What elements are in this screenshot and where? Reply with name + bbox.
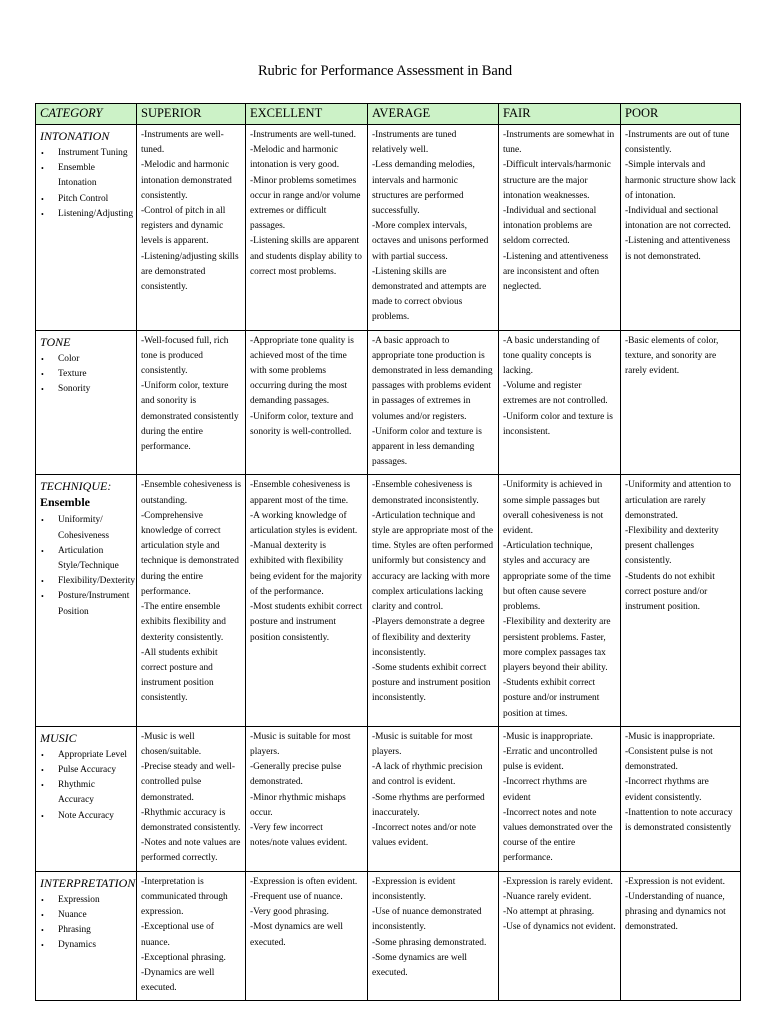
category-item	[40, 367, 132, 382]
header-poor: POOR	[621, 104, 741, 125]
category-subtitle: Ensemble	[40, 495, 91, 510]
descriptor-line: -Incorrect notes and/or note values evident.	[372, 822, 476, 849]
category-item	[40, 382, 132, 397]
descriptor-line: -Uniform color and texture is apparent in less demanding passages.	[372, 426, 482, 468]
rubric-row	[36, 125, 741, 331]
descriptor-line: -More complex intervals, octaves and unisons performed with partial success.	[372, 221, 489, 262]
descriptor-line: -Instruments are well-tuned.	[141, 130, 224, 156]
descriptor-line: -Notes and note values are performed correctly.	[141, 838, 241, 864]
category-item-label: Expression	[58, 894, 100, 905]
descriptor-cell-excellent	[246, 330, 368, 475]
category-items	[40, 146, 132, 222]
category-item-label: Uniformity/ Cohesiveness	[58, 515, 110, 541]
descriptor-line: -Uniform color, texture and sonority is well-controlled.	[250, 411, 354, 437]
descriptor-line: -Instruments are well-tuned.	[250, 130, 356, 140]
descriptor-line: -Instruments are out of tune consistently.	[625, 130, 730, 156]
descriptor-line: -Very good phrasing.	[250, 907, 329, 918]
rubric-row	[36, 871, 741, 1001]
descriptor-line: -Simple intervals and harmonic structure show lack of intonation.	[625, 160, 736, 201]
category-cell	[36, 871, 137, 1001]
descriptor-line: -Incorrect rhythms are evident	[503, 777, 587, 803]
descriptor-line: -Listening skills are apparent and students display ability to correct most problems.	[250, 236, 362, 277]
descriptor-line: -Instruments are somewhat in tune.	[503, 130, 615, 156]
category-item-label: Articulation Style/Technique	[58, 545, 119, 572]
descriptor-line: -Less demanding melodies, intervals and harmonic structures are performed successfully.	[372, 160, 475, 217]
descriptor-line: -Understanding of nuance, phrasing and dynamics not demonstrated.	[625, 891, 726, 933]
descriptor-cell-excellent	[246, 726, 368, 871]
descriptor-cell-superior	[137, 475, 246, 726]
category-item	[40, 763, 132, 778]
descriptor-line: -Expression is rarely evident.	[503, 876, 613, 887]
descriptor-cell-superior	[137, 330, 246, 475]
category-item	[40, 192, 132, 207]
descriptor-line: -Difficult intervals/harmonic structure are the major intonation weaknesses.	[503, 160, 611, 201]
descriptor-line: -Music is well chosen/suitable.	[141, 731, 202, 757]
category-item	[40, 544, 132, 574]
category-item-label: Note Accuracy	[58, 810, 114, 821]
descriptor-cell-poor	[621, 726, 741, 871]
category-title: INTERPRETATION	[40, 875, 136, 890]
descriptor-cell-fair	[499, 871, 621, 1001]
descriptor-line: -Uniform color, texture and sonority is demonstrated consistently during the entire performance.	[141, 381, 239, 453]
bullet-icon: •	[41, 369, 44, 379]
category-item	[40, 893, 132, 908]
descriptor-line: -Uniformity and attention to articulation are rarely demonstrated.	[625, 480, 731, 521]
descriptor-line: -Consistent pulse is not demonstrated.	[625, 746, 713, 773]
category-cell	[36, 125, 137, 331]
descriptor-line: -Flexibility and dexterity are persistent problems. Faster, more complex passages tax players beyond their ability.	[503, 617, 611, 673]
descriptor-line: -Players demonstrate a degree of flexibility and dexterity inconsistently.	[372, 617, 485, 658]
header-fair: FAIR	[499, 104, 621, 125]
category-item	[40, 207, 132, 222]
bullet-icon: •	[41, 516, 44, 526]
descriptor-line: -Basic elements of color, texture, and sonority are rarely evident.	[625, 335, 719, 377]
descriptor-line: -Instruments are tuned relatively well.	[372, 130, 457, 156]
descriptor-cell-average	[368, 871, 499, 1001]
descriptor-line: -Melodic and harmonic intonation is very good.	[250, 145, 340, 171]
rubric-row	[36, 475, 741, 726]
category-item-label: Sonority	[58, 384, 91, 395]
descriptor-cell-superior	[137, 125, 246, 331]
descriptor-cell-average	[368, 726, 499, 871]
category-item-label: Appropriate Level	[58, 749, 127, 760]
category-title: TECHNIQUE:	[40, 479, 112, 494]
descriptor-line: -Music is suitable for most players.	[372, 731, 473, 757]
category-title: INTONATION	[40, 129, 110, 143]
bullet-icon: •	[41, 546, 44, 556]
descriptor-line: -Students exhibit correct posture and/or instrument position at times.	[503, 678, 600, 719]
descriptor-line: -Music is inappropriate.	[625, 731, 715, 742]
descriptor-line: -Most dynamics are well executed.	[250, 922, 343, 948]
descriptor-line: -Listening/adjusting skills are demonstrated consistently.	[141, 251, 239, 293]
category-item-label: Phrasing	[58, 925, 91, 936]
descriptor-cell-superior	[137, 871, 246, 1001]
descriptor-line: -Erratic and uncontrolled pulse is evident.	[503, 746, 598, 773]
category-item	[40, 908, 132, 923]
descriptor-cell-average	[368, 330, 499, 475]
descriptor-line: -Well-focused full, rich tone is produced consistently.	[141, 335, 229, 377]
descriptor-line: -Use of nuance demonstrated inconsistently.	[372, 907, 482, 933]
descriptor-line: -Minor problems sometimes occur in range and/or volume extremes or difficult passages.	[250, 175, 361, 232]
category-item-label: Listening/Adjusting	[58, 208, 133, 219]
category-item-label: Flexibility/Dexterity	[58, 576, 136, 587]
descriptor-line: -Nuance rarely evident.	[503, 891, 592, 902]
descriptor-line: -A lack of rhythmic precision and control is evident.	[372, 762, 483, 788]
descriptor-line: -Music is suitable for most players.	[250, 731, 351, 757]
descriptor-cell-superior	[137, 726, 246, 871]
category-item	[40, 923, 132, 938]
bullet-icon: •	[41, 895, 44, 905]
descriptor-cell-poor	[621, 330, 741, 475]
bullet-icon: •	[41, 194, 44, 204]
descriptor-cell-fair	[499, 125, 621, 331]
descriptor-line: -A basic approach to appropriate tone production is demonstrated in less demanding passages with problems evident in passages of extremes in volumes and/or registers.	[372, 335, 493, 422]
category-item-label: Pitch Control	[58, 193, 109, 204]
descriptor-line: -Some students exhibit correct posture and instrument position inconsistently.	[372, 662, 491, 704]
descriptor-line: -Ensemble cohesiveness is apparent most of the time.	[250, 480, 350, 506]
descriptor-line: -Individual and sectional intonation problems are seldom corrected.	[503, 206, 597, 247]
descriptor-line: -Comprehensive knowledge of correct articulation style and technique is demonstrated during the entire performance.	[141, 510, 239, 597]
descriptor-cell-average	[368, 475, 499, 726]
descriptor-line: -Manual dexterity is exhibited with flexibility being evident for the majority of the performance.	[250, 541, 362, 597]
descriptor-line: -Control of pitch in all registers and dynamic levels is apparent.	[141, 206, 226, 247]
descriptor-line: -Listening skills are demonstrated and attempts are made to correct obvious problems.	[372, 266, 487, 323]
category-item-label: Instrument Tuning	[58, 148, 128, 158]
category-item	[40, 938, 132, 953]
category-item	[40, 574, 136, 589]
descriptor-line: -Very few incorrect notes/note values evident.	[250, 822, 348, 849]
category-item	[40, 809, 132, 824]
category-cell	[36, 726, 137, 871]
descriptor-line: -Some phrasing demonstrated.	[372, 937, 487, 948]
rubric-row	[36, 726, 741, 871]
rubric-row	[36, 330, 741, 475]
bullet-icon: •	[41, 209, 44, 219]
category-cell	[36, 330, 137, 475]
descriptor-line: -Generally precise pulse demonstrated.	[250, 762, 342, 788]
descriptor-cell-poor	[621, 871, 741, 1001]
descriptor-line: -Frequent use of nuance.	[250, 891, 343, 902]
bullet-icon: •	[41, 811, 44, 821]
bullet-icon: •	[41, 910, 44, 920]
descriptor-line: -Melodic and harmonic intonation demonstrated consistently.	[141, 160, 232, 201]
category-item-label: Color	[58, 353, 80, 364]
category-item	[40, 513, 132, 543]
category-items	[40, 748, 132, 824]
descriptor-cell-excellent	[246, 125, 368, 331]
bullet-icon: •	[41, 781, 44, 791]
descriptor-line: -Use of dynamics not evident.	[503, 922, 616, 933]
descriptor-line: -Dynamics are well executed.	[141, 967, 215, 994]
category-item-label: Rhythmic Accuracy	[58, 780, 95, 806]
category-item	[40, 146, 132, 161]
descriptor-line: -Most students exhibit correct posture and instrument position consistently.	[250, 602, 363, 643]
descriptor-line: -Listening and attentiveness is not demonstrated.	[625, 236, 731, 262]
descriptor-line: -Incorrect rhythms are evident consistently.	[625, 777, 709, 803]
bullet-icon: •	[41, 149, 44, 158]
descriptor-cell-poor	[621, 125, 741, 331]
descriptor-line: -Articulation technique and style are appropriate most of the time. Styles are often performed uniformly but consistency and accuracy are lacking with more complex articulations lacking clarity and control.	[372, 510, 494, 613]
descriptor-line: -Students do not exhibit correct posture and/or instrument position.	[625, 571, 715, 613]
descriptor-line: -Articulation technique, styles and accuracy are appropriate some of the time but often cause severe problems.	[503, 541, 611, 613]
bullet-icon: •	[41, 941, 44, 951]
descriptor-line: -Expression is evident inconsistently.	[372, 876, 456, 902]
category-items	[40, 352, 132, 398]
descriptor-line: -Interpretation is communicated through expression.	[141, 876, 228, 918]
descriptor-cell-excellent	[246, 475, 368, 726]
descriptor-line: -Exceptional phrasing.	[141, 952, 226, 963]
descriptor-line: -Individual and sectional intonation are not corrected.	[625, 206, 731, 232]
category-items	[40, 893, 132, 954]
bullet-icon: •	[41, 765, 44, 775]
bullet-icon: •	[41, 354, 44, 364]
category-items	[40, 513, 136, 619]
header-excellent: EXCELLENT	[246, 104, 368, 125]
category-item-label: Dynamics	[58, 940, 97, 951]
descriptor-line: -A basic understanding of tone quality concepts is lacking.	[503, 335, 600, 377]
category-item-label: Pulse Accuracy	[58, 764, 117, 775]
descriptor-line: -Precise steady and well-controlled pulse demonstrated.	[141, 762, 235, 803]
descriptor-cell-fair	[499, 475, 621, 726]
bullet-icon: •	[41, 592, 44, 602]
descriptor-cell-excellent	[246, 871, 368, 1001]
category-title: TONE	[40, 334, 71, 349]
descriptor-line: -Rhythmic accuracy is demonstrated consistently.	[141, 807, 241, 833]
descriptor-line: -Flexibility and dexterity present challenges consistently.	[625, 526, 719, 567]
descriptor-line: -Expression is often evident.	[250, 876, 358, 887]
descriptor-line: -Listening and attentiveness are inconsistent and often neglected.	[503, 251, 609, 293]
descriptor-line: -The entire ensemble exhibits flexibility and dexterity consistently.	[141, 602, 226, 643]
descriptor-line: -Incorrect notes and note values demonstrated over the course of the entire performance.	[503, 807, 613, 864]
descriptor-line: -Expression is not evident.	[625, 876, 725, 887]
descriptor-line: -Volume and register extremes are not controlled.	[503, 381, 608, 407]
header-category: CATEGORY	[36, 104, 137, 125]
descriptor-cell-fair	[499, 726, 621, 871]
descriptor-cell-average	[368, 125, 499, 331]
category-item	[40, 352, 132, 367]
descriptor-cell-fair	[499, 330, 621, 475]
descriptor-line: -Ensemble cohesiveness is demonstrated inconsistently.	[372, 480, 479, 506]
category-item	[40, 778, 132, 808]
descriptor-line: -Exceptional use of nuance.	[141, 922, 214, 948]
descriptor-line: -Inattention to note accuracy is demonstrated consistently	[625, 807, 733, 833]
category-item	[40, 748, 132, 763]
bullet-icon: •	[41, 926, 44, 936]
descriptor-line: -Music is inappropriate.	[503, 731, 593, 742]
bullet-icon: •	[41, 750, 44, 760]
category-item-label: Nuance	[58, 909, 87, 920]
descriptor-line: -Some dynamics are well executed.	[372, 952, 468, 978]
descriptor-line: -A working knowledge of articulation styles is evident.	[250, 510, 358, 537]
category-item	[40, 161, 132, 191]
descriptor-line: -Appropriate tone quality is achieved most of the time with some problems occurring during the most demanding passages.	[250, 335, 354, 407]
bullet-icon: •	[41, 164, 44, 174]
bullet-icon: •	[41, 385, 44, 395]
descriptor-line: -All students exhibit correct posture and instrument position consistently.	[141, 647, 218, 704]
category-item-label: Texture	[58, 368, 87, 379]
rubric-table	[35, 103, 741, 1001]
category-item-label: Ensemble Intonation	[58, 163, 97, 189]
category-title: MUSIC	[40, 730, 77, 745]
descriptor-line: -Uniformity is achieved in some simple passages but overall cohesiveness is not evident.	[503, 480, 604, 537]
descriptor-line: -No attempt at phrasing.	[503, 907, 595, 918]
category-cell	[36, 475, 137, 726]
header-row	[36, 104, 741, 125]
header-superior: SUPERIOR	[137, 104, 246, 125]
category-item	[40, 589, 132, 619]
descriptor-cell-poor	[621, 475, 741, 726]
header-average: AVERAGE	[368, 104, 499, 125]
descriptor-line: -Uniform color and texture is inconsistent.	[503, 411, 613, 437]
descriptor-line: -Minor rhythmic mishaps occur.	[250, 792, 346, 818]
descriptor-line: -Ensemble cohesiveness is outstanding.	[141, 480, 241, 506]
page-title: Rubric for Performance Assessment in Band	[257, 63, 513, 79]
bullet-icon: •	[41, 577, 44, 587]
category-item-label: Posture/Instrument Position	[58, 591, 130, 617]
descriptor-line: -Some rhythms are performed inaccurately.	[372, 792, 485, 818]
